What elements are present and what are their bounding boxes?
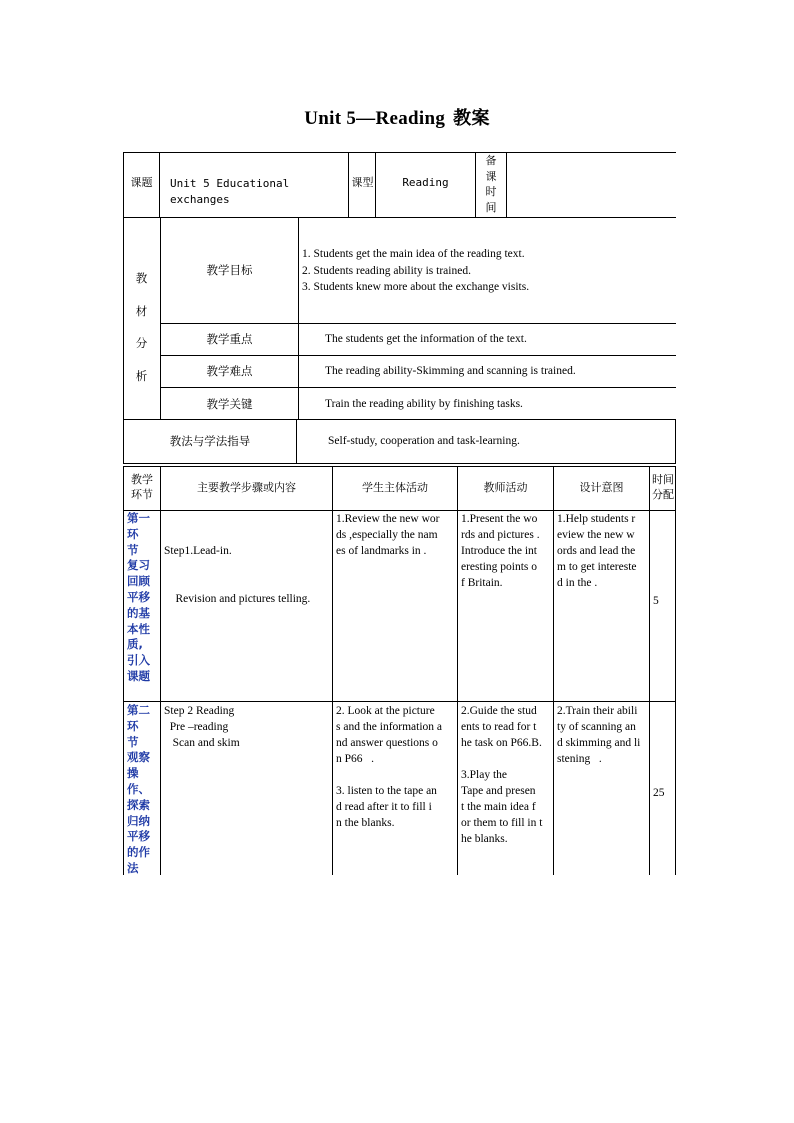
objective-item: 1. Students get the main idea of the reading text. bbox=[302, 248, 525, 260]
header-student: 学生主体活动 bbox=[362, 481, 428, 494]
type-value: Reading bbox=[402, 176, 449, 189]
header-intent: 设计意图 bbox=[579, 481, 624, 494]
row2-content: Step 2 Reading Pre –reading Scan and skim bbox=[164, 705, 240, 749]
header-content: 主要教学步骤或内容 bbox=[197, 481, 296, 494]
objective-item: 3. Students knew more about the exchange visits. bbox=[302, 281, 530, 293]
analysis-label: 教 材 分 析 bbox=[135, 271, 148, 383]
row2-intent: 2.Train their abili ty of scanning an d skimming and li stening . bbox=[557, 705, 641, 765]
title-text: Unit 5—Reading bbox=[304, 108, 446, 129]
key-label: 教学关键 bbox=[206, 397, 253, 411]
header-time: 时间 分配 bbox=[652, 473, 674, 501]
row2-student: 2. Look at the picture s and the information a nd answer questions o n P66 . 3. listen to the tape an d read after it to fill i n the blanks. bbox=[336, 705, 443, 829]
header-stage: 教学 环节 bbox=[131, 473, 153, 501]
row1-intent: 1.Help students r eview the new w ords and lead the m to get intereste d in the . bbox=[557, 513, 637, 589]
objectives-list bbox=[302, 246, 674, 296]
difficulties-value: The reading ability-Skimming and scanning is trained. bbox=[325, 365, 576, 377]
objective-item: 2. Students reading ability is trained. bbox=[302, 264, 471, 277]
row1-content: Step1.Lead-in. Revision and pictures telling. bbox=[164, 545, 311, 605]
methods-label: 教法与学法指导 bbox=[169, 434, 251, 448]
course-label: 课题 bbox=[130, 176, 153, 189]
key-points-value: The students get the information of the text. bbox=[325, 333, 527, 345]
objectives-label: 教学目标 bbox=[206, 263, 253, 277]
methods-value: Self-study, cooperation and task-learning. bbox=[328, 435, 520, 447]
header-teacher: 教师活动 bbox=[483, 481, 528, 494]
row1-student: 1.Review the new wor ds ,especially the nam es of landmarks in . bbox=[336, 513, 440, 557]
row1-teacher: 1.Present the wo rds and pictures . Introduce the int eresting points o f Britain. bbox=[461, 513, 540, 589]
row1-stage: 第一 环 节 复习 回顾 平移 的基 本性 质, 引入 课题 bbox=[127, 511, 150, 683]
row1-time: 5 bbox=[653, 595, 659, 607]
key-points-label: 教学重点 bbox=[206, 332, 253, 346]
page-title bbox=[0, 104, 794, 130]
type-label: 课型 bbox=[351, 176, 374, 189]
key-value: Train the reading ability by finishing tasks. bbox=[325, 398, 523, 410]
row2-stage: 第二 环 节 观察 操 作、 探索 归纳 平移 的作 法 bbox=[127, 703, 150, 875]
row2-time: 25 bbox=[653, 787, 665, 799]
difficulties-label: 教学难点 bbox=[206, 364, 253, 378]
prep-time-label: 备 课 时 间 bbox=[485, 154, 497, 214]
row2-teacher: 2.Guide the stud ents to read for t he task on P66.B. 3.Play the Tape and presen t the main idea f or them to fill in t he blanks. bbox=[461, 705, 543, 845]
course-value: Unit 5 Educational exchanges bbox=[170, 177, 290, 206]
prep-time-value bbox=[507, 153, 675, 216]
title-text-cn: 教案 bbox=[453, 108, 490, 129]
